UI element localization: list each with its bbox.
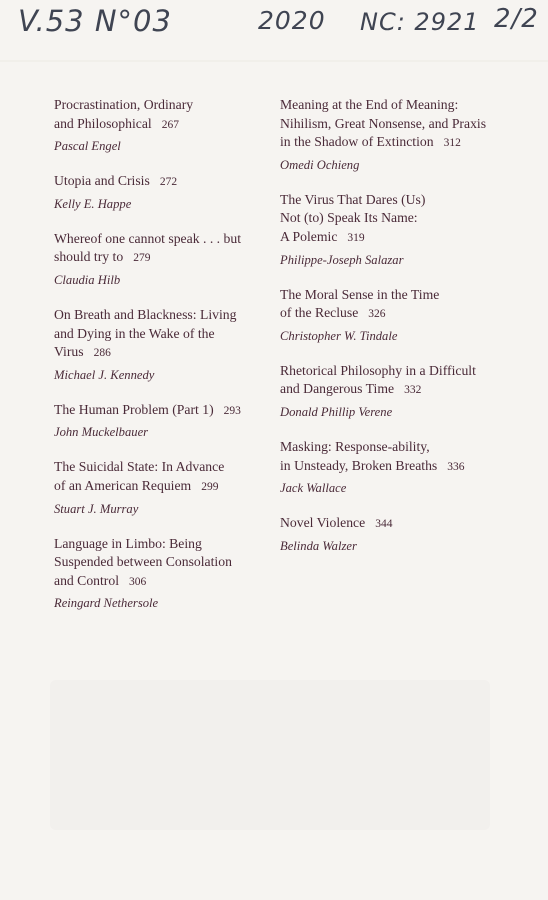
entry-title [280,191,542,248]
entry-author: Christopher W. Tindale [280,328,398,343]
entry-title-line: of the Recluse 326 [280,305,386,321]
entry-author: Claudia Hilb [54,272,121,287]
entry-author: Reingard Nethersole [54,596,159,611]
entry-author: Michael J. Kennedy [54,367,155,382]
entry-title-line: Not (to) Speak Its Name: [280,210,418,226]
contents-entry [54,458,304,517]
entry-page-number: 286 [93,347,111,360]
handwritten-annotation [0,0,548,48]
entry-title-line: and Control 306 [54,572,147,588]
entry-page-number: 293 [223,404,241,417]
entry-title-line: and Dangerous Time 332 [280,381,422,397]
entry-title [280,286,542,324]
entry-title-line: Language in Limbo: Being [54,535,202,551]
entry-page-number: 336 [447,460,465,473]
entry-title [280,96,542,153]
entry-title-line: Virus 286 [54,344,111,360]
entry-title [280,362,542,400]
entry-page-number: 312 [443,137,461,150]
entry-title-line: and Dying in the Wake of the [54,325,215,341]
entry-title-line: The Suicidal State: In Advance [54,459,225,475]
contents-entry [280,96,542,174]
handwritten-catalog-number: NC: 2921 [360,8,480,36]
entry-title-line: On Breath and Blackness: Living [54,306,237,322]
contents-entry [280,286,542,345]
contents-entry [54,306,304,384]
entry-author: Pascal Engel [54,139,121,154]
entry-page-number: 306 [129,575,147,588]
entry-title-line: Suspended between Consolation [54,554,232,570]
bleed-shadow [50,680,490,830]
entry-author: Stuart J. Murray [54,501,139,516]
entry-title-line: Utopia and Crisis 272 [54,173,178,189]
entry-page-number: 344 [375,518,393,531]
entry-title-line: Novel Violence 344 [280,515,393,531]
entry-title [54,96,304,134]
contents-left-column [54,96,304,629]
entry-title-line: in the Shadow of Extinction 312 [280,134,461,150]
entry-title-line: should try to 279 [54,249,151,265]
entry-author: Omedi Ochieng [280,157,360,172]
entry-title [54,306,304,363]
entry-title [280,514,542,534]
entry-title [280,438,542,476]
entry-author: Philippe-Joseph Salazar [280,252,404,267]
entry-page-number: 332 [404,384,422,397]
entry-title-line: A Polemic 319 [280,228,365,244]
contents-entry [280,362,542,421]
bleed-line [0,60,548,62]
entry-title [54,172,304,192]
entry-title-line: of an American Requiem 299 [54,477,219,493]
contents-entry [280,514,542,555]
contents-entry [54,172,304,213]
entry-title [54,458,304,496]
handwritten-volume-issue: V.53 N°03 [18,4,172,38]
entry-title-line: and Philosophical 267 [54,115,179,131]
entry-author: Jack Wallace [280,481,347,496]
contents-right-column [280,96,542,572]
entry-author: Kelly E. Happe [54,196,132,211]
entry-title-line: Masking: Response-ability, [280,438,430,454]
entry-title-line: Whereof one cannot speak . . . but [54,230,241,246]
entry-author: Belinda Walzer [280,538,357,553]
contents-entry [54,230,304,289]
entry-author: Donald Phillip Verene [280,404,393,419]
contents-entry [54,535,304,613]
entry-title-line: Meaning at the End of Meaning: [280,97,459,112]
entry-page-number: 319 [347,231,365,244]
contents-entry [54,401,304,442]
entry-page-number: 279 [133,252,151,265]
entry-page-number: 299 [201,480,219,493]
entry-page-number: 272 [159,176,178,189]
handwritten-year: 2020 [258,6,326,35]
entry-title-line: The Virus That Dares (Us) [280,191,426,207]
entry-title [54,230,304,268]
entry-page-number: 267 [161,118,179,131]
contents-entry [54,96,304,155]
entry-title-line: The Moral Sense in the Time [280,286,440,302]
entry-page-number: 326 [368,308,386,321]
entry-title-line: The Human Problem (Part 1) 293 [54,401,241,417]
entry-title-line: Procrastination, Ordinary [54,97,194,112]
entry-author: John Muckelbauer [54,425,149,440]
entry-title-line: Rhetorical Philosophy in a Difficult [280,362,476,378]
contents-entry [280,438,542,497]
handwritten-fraction: 2/2 [494,4,539,34]
entry-title-line: in Unsteady, Broken Breaths 336 [280,457,465,473]
entry-title [54,535,304,592]
entry-title-line: Nihilism, Great Nonsense, and Praxis [280,115,487,131]
contents-entry [280,191,542,269]
entry-title [54,401,304,421]
